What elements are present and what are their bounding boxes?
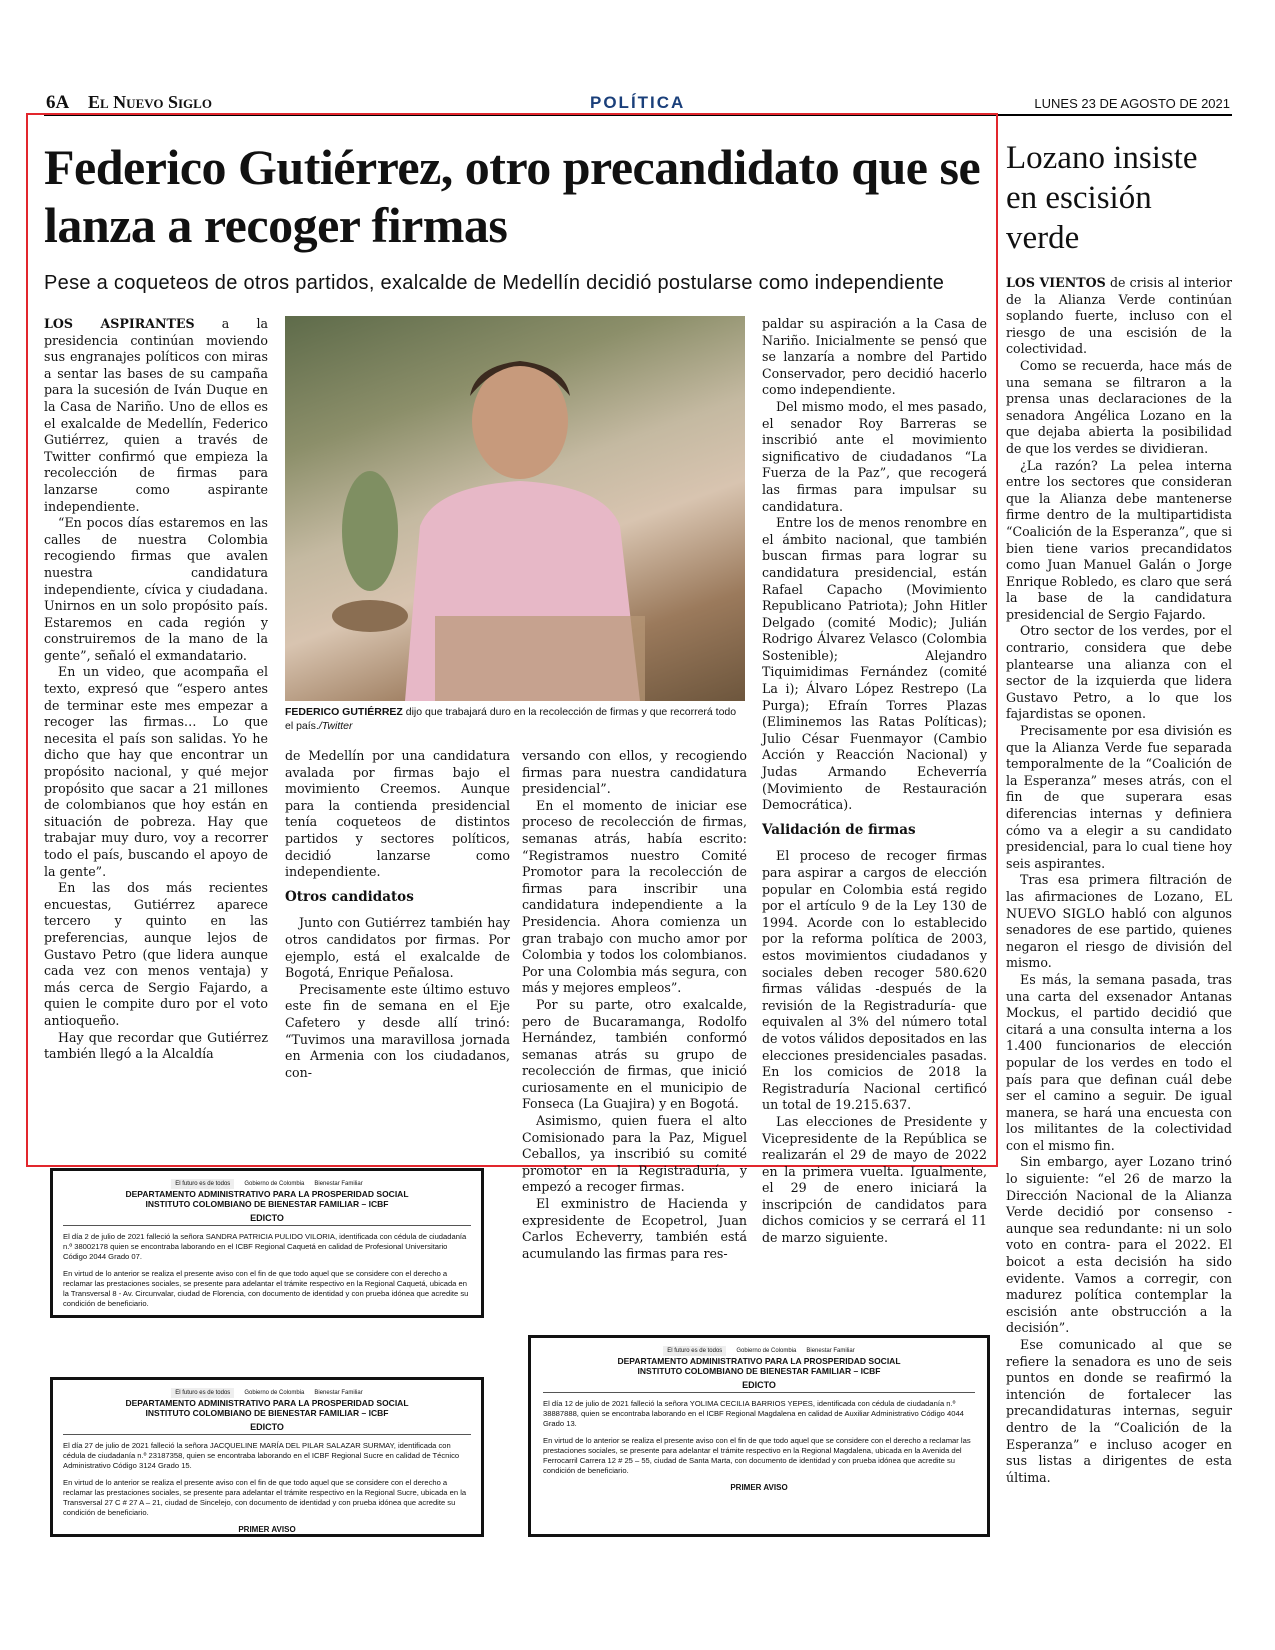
paragraph: El exministro de Hacienda y expresidente de Ecopetrol, Juan Carlos Echeverry, también está acumulando las firmas para res-: [522, 1196, 747, 1261]
paragraph: Hay que recordar que Gutiérrez también llegó a la Alcaldía: [44, 1029, 268, 1062]
notice-heading-1: DEPARTAMENTO ADMINISTRATIVO PARA LA PROSPERIDAD SOCIAL: [617, 1356, 901, 1366]
paragraph: Del mismo modo, el mes pasado, el senador Roy Barreras se inscribió ante el movimiento significativo de ciudadanos “La Fuerza de la Paz”, que recogerá las firmas para impulsar su candidatura.: [762, 398, 987, 514]
section-name: POLÍTICA: [590, 93, 686, 112]
article-photo: [285, 316, 745, 701]
paragraph: versando con ellos, y recogiendo firmas para nuestra candidatura presidencial”.: [522, 748, 747, 797]
paragraph: LOS VIENTOS de crisis al interior de la Alianza Verde continúan soplando fuerte, incluso con el riesgo de una escisión de la colectividad.: [1006, 275, 1233, 357]
article-column-3: [522, 748, 747, 1261]
paragraph: Sin embargo, ayer Lozano trinó lo siguiente: “el 26 de marzo la Dirección Nacional de la Alianza Verde decidió por consenso -aunque sea redundante: ni un solo voto en contra- para el 2022. El boicot a esta decisión ha sido evidente. Vamos a corregir, con madurez política contemplar la escisión ante obstrucción a la decisión”.: [1006, 1154, 1232, 1336]
notice-edicto: EDICTO: [63, 1422, 471, 1435]
paragraph: En el momento de iniciar ese proceso de recolección de firmas, semanas atrás, había escrito: “Registramos nuestro Comité Promotor para la recolección de firmas para inscribir una candidatura independiente a la Presidencia. Ahora comienza un gran trabajo con mucho amor por Colombia y todos los colombianos. Por una Colombia más segura, con más y mejores empleos”.: [522, 797, 747, 996]
paragraph: “En pocos días estaremos en las calles de nuestra Colombia recogiendo firmas que avalen nuestra candidatura independiente, cívica y ciudadana. Unirnos en un solo propósito país. Estaremos en cada región y construiremos de la mano de la gente”, señaló el exmandatario.: [44, 515, 268, 663]
icbf-logo: Bienestar Familiar: [806, 1348, 855, 1354]
paragraph: En un video, que acompaña el texto, expresó que “espero antes de terminar este mes empezar a recoger las firmas… Lo que necesita el país son salidas. Yo he dicho que hay que encontrar un propósito nacional, y qué mejor propósito que sacar a 21 millones de colombianos que hoy están en situación de pobreza. Hay que trabajar muy duro, voy a recorrer todo el país, buscando el apoyo de la gente”.: [44, 664, 268, 879]
gov-logo: El futuro es de todos: [171, 1179, 234, 1189]
article-column-2: [285, 748, 510, 1156]
paragraph: Ese comunicado al que se refiere la senadora es uno de seis puntos en donde se reafirmó la intención de fortalecer las precandidaturas internas, seguir dentro de la “Coalición de la Esperanza” e incluso acoger en sus listas a dirigentes de esta última.: [1006, 1337, 1232, 1485]
paper-name: El Nuevo Siglo: [88, 92, 212, 112]
paragraph: Las elecciones de Presidente y Vicepresidente de la República se realizarán el 29 de mayo de 2022 en la primera vuelta. Igualmente, el 29 de enero iniciará la inscripción de candidatos para dichos comicios y se cerrará el 11 de marzo siguiente.: [762, 1113, 987, 1246]
notice-edicto: EDICTO: [63, 1213, 471, 1226]
notice-heading-2: INSTITUTO COLOMBIANO DE BIENESTAR FAMILIAR – ICBF: [145, 1199, 389, 1209]
notice-footer: PRIMER AVISO: [730, 1483, 788, 1492]
paragraph: ¿La razón? La pelea interna entre los sectores que consideran que la Alianza debe mantenerse firme dentro de la multipartidista “Coalición de la Esperanza”, que si bien tiene varios precandidatos como Juan Manuel Galán o Jorge Enrique Robledo, es claro que será la base de la candidatura presidencial de Sergio Fajardo.: [1006, 457, 1232, 622]
paragraph: Otro sector de los verdes, por el contrario, considera que debe plantearse una alianza con el sector de la izquierda que lidera Gustavo Petro, a lo que los fajardistas se oponen.: [1006, 623, 1232, 722]
legal-notice-3: [528, 1335, 990, 1537]
notice-footer: PRIMER AVISO: [238, 1525, 296, 1534]
notice-edicto: EDICTO: [543, 1380, 975, 1393]
article-title: Federico Gutiérrez, otro precandidato que se lanza a recoger firmas: [44, 139, 981, 253]
notice-logos: [63, 1388, 471, 1398]
notice-text: El día 2 de julio de 2021 falleció la señora SANDRA PATRICIA PULIDO VILORIA, identificada con cédula de ciudadanía n.º 38002178 quien se encontraba laborando en el ICBF Regional Caquetá en calidad de Profesional Universitario Código 2044 Grado 07.: [63, 1232, 467, 1261]
person-silhouette: [285, 316, 745, 701]
gov-logo: El futuro es de todos: [663, 1346, 726, 1356]
paragraph: Como se recuerda, hace más de una semana se filtraron a la prensa unas declaraciones de la senadora Angélica Lozano en la que dejaba abierta la posibilidad de que los verdes se dividieran.: [1006, 357, 1232, 456]
paragraph: paldar su aspiración a la Casa de Nariño. Inicialmente se pensó que se lanzaría a nombre del Partido Conservador, pero decidió hacerlo como independiente.: [762, 316, 987, 398]
notice-logos: [543, 1346, 975, 1356]
article-column-4: [762, 316, 987, 1246]
subheading-validacion: Validación de firmas: [762, 821, 916, 838]
notice-text: El día 12 de julio de 2021 falleció la señora YOLIMA CECILIA BARRIOS YEPES, identificada con cédula de ciudadanía n.º 38887888, quien se encontraba laborando en el ICBF Regional Magdalena en calidad de Auxiliar Administrativo Código 4044 Grado 13.: [543, 1399, 964, 1428]
photo-caption: FEDERICO GUTIÉRREZ dijo que trabajará duro en la recolección de firmas y que recorrerá todo el país./Twitter: [285, 706, 737, 732]
paragraph: Entre los de menos renombre en el ámbito nacional, que también buscan firmas para lograr su candidatura presidencial, están Rafael Capacho (Movimiento Republicano Patriota); John Hitler Delgado (comité Modic); Julián Rodrigo Álvarez Velasco (Colombia Sostenible); Alejandro Tiquimidimas Fernández (comité La i); Álvaro López Restrepo (La Purga); Efraín Torres Plazas (Eliminemos las Ratas Políticas); Julio César Fuenmayor (Cambio Acción y Reacción Nacional) y Judas Armando Echeverría (Movimiento de Restauración Democrática).: [762, 515, 987, 813]
legal-notice-1: [50, 1168, 484, 1318]
paragraph: Asimismo, quien fuera el alto Comisionado para la Paz, Miguel Ceballos, ya inscribió su comité promotor en la Registraduría, y empezó a recoger firmas.: [522, 1113, 747, 1195]
icbf-logo: Bienestar Familiar: [314, 1390, 363, 1396]
notice-text: El día 27 de julio de 2021 falleció la señora JACQUELINE MARÍA DEL PILAR SALAZAR SURMAY, identificada con cédula de ciudadanía n.º 23187358, quien se encontraba laborando en el ICBF Regional Sucre en calidad de Técnico Administrativo Código 3124 Grado 15.: [63, 1441, 460, 1470]
gov-logo-text: Gobierno de Colombia: [244, 1181, 305, 1187]
notice-logos: [63, 1179, 471, 1189]
notice-heading-2: INSTITUTO COLOMBIANO DE BIENESTAR FAMILIAR – ICBF: [637, 1366, 881, 1376]
notice-text: En virtud de lo anterior se realiza el presente aviso con el fin de que todo aquel que se considere con el derecho a reclamar las prestaciones sociales, se presente para adelantar el trámite respectivo en la Regional Caquetá, ubicada en la Transversal 8 - Av. Circunvalar, ciudad de Florencia, con documento de identidad y con prueba idónea que acredite su condición de beneficiario.: [63, 1269, 469, 1308]
notice-heading-1: DEPARTAMENTO ADMINISTRATIVO PARA LA PROSPERIDAD SOCIAL: [125, 1398, 409, 1408]
page-number: 6A: [46, 92, 70, 113]
article-column-1: [44, 316, 268, 1156]
issue-date: LUNES 23 DE AGOSTO DE 2021: [1034, 96, 1230, 111]
notice-text: En virtud de lo anterior se realiza el presente aviso con el fin de que todo aquel que se considere con el derecho a reclamar las prestaciones sociales, se presente para adelantar el trámite respectivo en la Regional Sucre, ubicada en la Transversal 27 C # 27 A – 21, ciudad de Sincelejo, con documento de identidad y con prueba idónea que acredite su condición de beneficiario.: [63, 1478, 467, 1517]
subheading-otros-candidatos: Otros candidatos: [285, 888, 414, 905]
paragraph: Precisamente este último estuvo este fin de semana en el Eje Cafetero y desde allí trinó: “Tuvimos una maravillosa jornada en Armenia con los ciudadanos, con-: [285, 981, 510, 1080]
paragraph: Junto con Gutiérrez también hay otros candidatos por firmas. Por ejemplo, está el exalcalde de Bogotá, Enrique Peñalosa.: [285, 915, 510, 981]
sidebar-title: Lozano insiste en escisión verde: [1006, 140, 1198, 256]
legal-notice-2: [50, 1377, 484, 1537]
icbf-logo: Bienestar Familiar: [314, 1181, 363, 1187]
paragraph: El proceso de recoger firmas para aspirar a cargos de elección popular en Colombia está regido por el artículo 9 de la Ley 130 de 1994. Acorde con lo establecido por la reforma política de 2003, estos movimientos ciudadanos y sociales deben recoger 580.620 firmas válidas -después de la revisión de la Registraduría- que equivalen al 3% del número total de votos válidos depositados en las elecciones presidenciales pasadas. En los comicios de 2018 la Registraduría Nacional certificó un total de 19.215.637.: [762, 848, 987, 1113]
notice-text: En virtud de lo anterior se realiza el presente aviso con el fin de que todo aquel que se considere con el derecho a reclamar las prestaciones sociales, se presente para adelantar el trámite respectivo en la Regional Magdalena, ubicada en la Avenida del Ferrocarril Carrera 12 # 25 – 55, ciudad de Santa Marta, con documento de identidad y con prueba idónea que acredite su condición de beneficiario.: [543, 1436, 971, 1475]
gov-logo-text: Gobierno de Colombia: [736, 1348, 797, 1354]
paragraph: Precisamente por esa división es que la Alianza Verde fue separada temporalmente de la “Coalición de la Esperanza” meses atrás, con el fin de que superara esas diferencias internas y definiera cómo va a elegir a su candidato presidencial, para lo cual tiene hoy seis aspirantes.: [1006, 723, 1232, 871]
paragraph: Por su parte, otro exalcalde, pero de Bucaramanga, Rodolfo Hernández, también conformó semanas atrás su grupo de recolección de firmas, que inició curiosamente en el municipio de Fonseca (La Guajira) y en Bogotá.: [522, 996, 747, 1112]
gov-logo-text: Gobierno de Colombia: [244, 1390, 305, 1396]
paragraph: LOS ASPIRANTES a la presidencia continúan moviendo sus engranajes políticos con miras a sentar las bases de su campaña para la sucesión de Iván Duque en la Casa de Nariño. Uno de ellos es el exalcalde de Medellín, Federico Gutiérrez, quien a través de Twitter confirmó que empieza la recolección de firmas para lanzarse como aspirante independiente.: [44, 316, 268, 514]
paragraph: En las dos más recientes encuestas, Gutiérrez aparece tercero y quinto en las preferencias, aunque lejos de Gustavo Petro (que lidera aunque cada vez con menos ventaja) y más cerca de Sergio Fajardo, a quien le compite duro por el voto antioqueño.: [44, 880, 268, 1028]
paragraph: Es más, la semana pasada, tras una carta del exsenador Antanas Mockus, el partido decidió que citará a una consulta interna a los 1.400 funcionarios de elección popular de los verdes en todo el país para que definan cuál debe ser el camino a seguir. De igual manera, se hará una encuesta con los militantes de la colectividad con el mismo fin.: [1006, 971, 1232, 1153]
paragraph: Tras esa primera filtración de las afirmaciones de Lozano, EL NUEVO SIGLO habló con algunos senadores de ese partido, quienes negaron el riesgo de división del mismo.: [1006, 872, 1232, 971]
sidebar-column: [1006, 275, 1232, 1645]
notice-heading-2: INSTITUTO COLOMBIANO DE BIENESTAR FAMILIAR – ICBF: [145, 1408, 389, 1418]
paragraph: de Medellín por una candidatura avalada por firmas bajo el movimiento Creemos. Aunque para la contienda presidencial tenía coqueteos de distintos partidos y sectores políticos, decidió lanzarse como independiente.: [285, 748, 510, 880]
notice-heading-1: DEPARTAMENTO ADMINISTRATIVO PARA LA PROSPERIDAD SOCIAL: [125, 1189, 409, 1199]
article-subtitle: Pese a coqueteos de otros partidos, exalcalde de Medellín decidió postularse como independiente: [44, 272, 945, 294]
gov-logo: El futuro es de todos: [171, 1388, 234, 1398]
